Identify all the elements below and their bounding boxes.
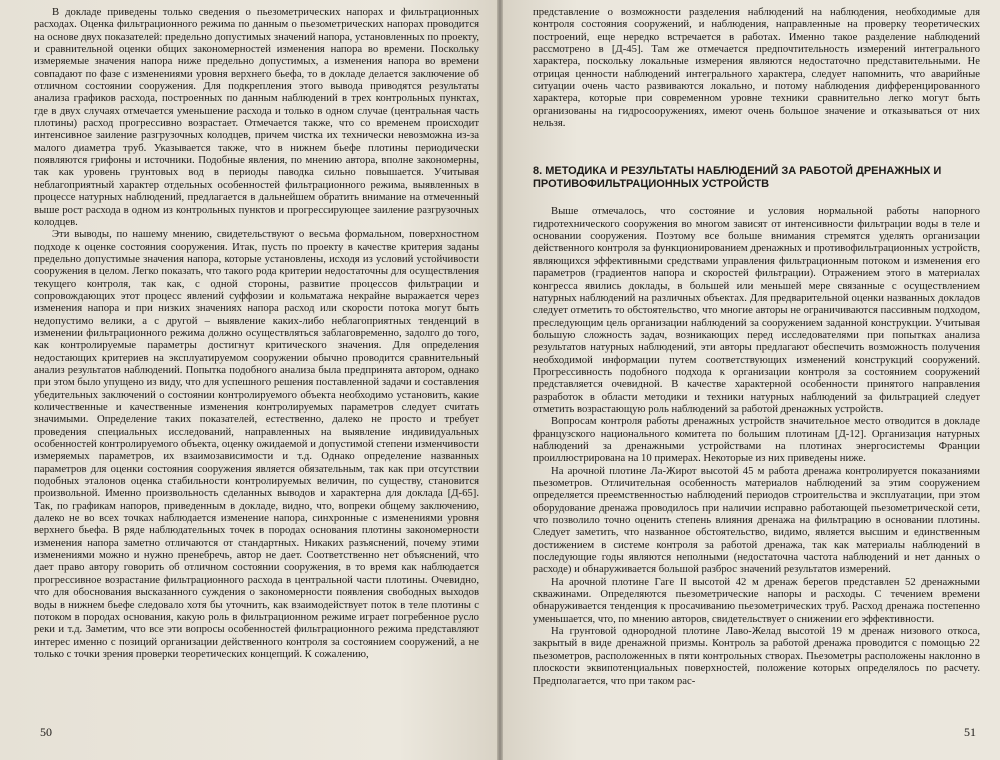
left-page-text xyxy=(34,6,479,660)
paragraph: На грунтовой однородной плотине Лаво-Желад высотой 19 м дренаж низового откоса, закрытый в виде дренажной призмы. Контроль за работой дренажа проводится с помощью 22 пьезометров, расположенных в пяти контрольных створах. Пьезометры расположены наклонно в плоскости эквипотенциальных поверхностей, положение которых определялось по расчету. Предполагается, что при таком рас- xyxy=(533,625,980,687)
right-page-text xyxy=(533,6,980,687)
right-page xyxy=(503,0,1000,760)
paragraph: Выше отмечалось, что состояние и условия нормальной работы напорного гидротехнического сооружения во многом зависят от интенсивности фильтрации воды в теле и основании сооружения. Поэтому все больше внимания стремятся уделять организации действенного контроля за функционированием дренажных и противофильтрационных устройств, являющихся эффективными средствами управления фильтрационным потоком и изменения его параметров (градиентов напора и скоростей фильтрации). Отражением этого в материалах конгресса явились доклады, в большей или меньшей мере связанные с осуществлением натурных наблюдений на различных объектах. Для предварительной оценки названных докладов следует отметить то обстоятельство, что многие авторы не ограничиваются пассивным подходом, преследующим цель организации наблюдений за сооружением заданной конструкции. Учитывая большую сложность задач, возникающих перед исследователями при попытках анализа результатов натурных наблюдений, эти авторы предлагают обеспечить возможность получения необходимой информации путем соответствующих изменений конструкций сооружений. Прогрессивность подобного подхода к организации контроля за состоянием сооружений представляется очевидной. В качестве характерной особенности принятого направления разработок в области методики и техники натурных наблюдений за фильтрацией следует отметить возрастающую роль наблюдений за работой дренажных устройств. xyxy=(533,205,980,415)
paragraph: представление о возможности разделения наблюдений на наблюдения, необходимые для контроля состояния сооружений, и наблюдения, направленные на проверку теоретических построений, еще нередко встречается в работах. Именно такое разделение наблюдений рассмотрено в [Д-45]. Там же отмечается предпочтительность измерений интегрального характера, поскольку локальные измерения являются недостаточно представительными. Не отрицая ценности наблюдений интегрального характера, следует напомнить, что аварийные ситуации очень часто развиваются локально, и потому наблюдения дифференцированного характера, которые при современном уровне техники сравнительно легко могут быть организованы на гидросооружениях, имеют очень большое значение и отказываться от них нельзя. xyxy=(533,6,980,130)
paragraph: Вопросам контроля работы дренажных устройств значительное место отводится в докладе французского национального комитета по большим плотинам [Д-12]. Организация натурных наблюдений за дренажными устройствами на плотинах энергосистемы Франции проиллюстрирована на 10 примерах. Некоторые из них приведены ниже. xyxy=(533,415,980,465)
page-number-right: 51 xyxy=(964,725,976,739)
left-page xyxy=(0,0,497,760)
paragraph: Эти выводы, по нашему мнению, свидетельствуют о весьма формальном, поверхностном подходе к оценке состояния сооружения. Итак, пусть по проекту в качестве критерия заданы предельно допустимые значения напора, которые установлены, исходя из условий устойчивости сооружения в целом. Легко показать, что такого рода критерии недостаточны для осуществления текущего контроля, так как, с одной стороны, развитие процессов фильтрации и сопровождающих этот процесс явлений суффозии и кольматажа некрайне выражается через изменения напора и при низких значениях напора расход или скорости потока могут быть недопустимо велики, а с другой – выявление каких-либо неблагоприятных тенденций в изменении фильтрационного режима должно осуществляться заблаговременно, задолго до того, как контролируемые параметры достигнут критического значения. Для определения недостающих критериев на эксплуатируемом сооружении обычно проводится сравнительный анализ результатов наблюдений. Попытка подобного анализа была предпринята автором, однако при этом было упущено из виду, что для успешного решения поставленной задачи и составления убедительных заключений о состоянии контролируемого объекта необходимо установить, какие количественные и качественные изменения контролируемых параметров следует считать значимыми. Определение таких показателей, естественно, далеко не просто и требует проведения специальных исследований, направленных на выявление индивидуальных особенностей контролируемого объекта, оценку ожидаемой и допустимой степени изменчивости измеряемых параметров, их взаимозависимости и т.д. Однако определение названных параметров для оценки состояния сооружения является обязательным, так как при отсутствии подобных эталонов оценка стабильности контролируемых величин, по существу, становится произвольной. Именно произвольность сделанных выводов и характерна для доклада [Д-65]. Так, по графикам напоров, приведенным в докладе, видно, что, вопреки общему заключению, далеко не во всех точках наблюдается изменение напора, синхронные с изменениями уровня верхнего бьефа. В ряде наблюдательных точек в породах основания плотины закономерности изменения напора заметно отличаются от стандартных. Никаких разъяснений, почему этими изменениями можно и нужно пренебречь, автор не дает. Соответственно нет объяснений, что дает право автору говорить об отличном состоянии сооружения, в то время как наблюдается прогрессивное возрастание фильтрационного расхода в центральной части плотины. Очевидно, что для обоснования высказанного суждения о закономерности появления свободных выходов воды в нижнем бьефе следовало хотя бы уточнить, как взаимодействует поток в теле плотины с потоком в породах основания, какую роль в фильтрационном режиме играет погребенное русло реки и т.д. Заметим, что все эти вопросы особенностей фильтрационного режима представляют интерес именно с позиций организации действенного контроля за состоянием сооружений, а не только с точки зрения проверки теоретических концепций. К сожалению, xyxy=(34,228,479,660)
paragraph: На арочной плотине Ла-Жирот высотой 45 м работа дренажа контролируется показаниями пьезометров. Отличительная особенность материалов наблюдений за этим сооружением определяется преемственностью наблюдений периодов строительства и эксплуатации, при этом оборудование дренажа проводилось при наличии исправно работающей пьезометрической сети, что позволило точно оценить степень влияния дренажа на фильтрацию в основании плотины. Следует заметить, что названное обстоятельство, видимо, является высшим и единственным достижением в системе контроля за работой дренажа, так как материалы наблюдений в последующие годы являются неполными (недостаточна частота наблюдений и нет данных о расходе) и обнаруживается большой разброс значений результатов измерений. xyxy=(533,464,980,576)
section-heading: 8. МЕТОДИКА И РЕЗУЛЬТАТЫ НАБЛЮДЕНИЙ ЗА РАБОТОЙ ДРЕНАЖНЫХ И ПРОТИВОФИЛЬТРАЦИОННЫХ УСТРОЙСТВ xyxy=(533,165,942,191)
page-number-left: 50 xyxy=(40,725,52,739)
paragraph: На арочной плотине Гаге II высотой 42 м дренаж берегов представлен 52 дренажными скважинами. Определяются пьезометрические напоры и расходы. С течением времени обнаруживается тенденция к просачиванию пьезометрических труб. Расход дренажа постепенно уменьшается, что, по мнению авторов, свидетельствует о снижении его эффективности. xyxy=(533,575,980,625)
paragraph: В докладе приведены только сведения о пьезометрических напорах и фильтрационных расходах. Оценка фильтрационного режима по данным о пьезометрических напорах проводится на основе двух показателей: предельно допустимых значений напора, установленных по проекту, и сравнительной оценки общих закономерностей изменения напора во времени. Поскольку измеряемые значения напора ниже предельно допустимых, а изменения напора во времени совпадают по фазе с изменениями уровня верхнего бьефа, то в докладе делается заключение об отличном состоянии сооружения. Для подкрепления этого вывода приводятся результаты анализа графиков расхода, построенных по данным наблюдений в трех контрольных пунктах, где в двух случаях отмечается уменьшение расхода и только в одном случае (центральная часть плотины) расход прогрессивно возрастает. Отмечается также, что со временем происходит интенсивное заиление разгрузочных колодцев, причем чистка их технически невозможна из-за малого диаметра труб. Указывается также, что в нижнем бьефе плотины периодически появляются грифоны и источники. Подобные явления, по мнению автора, вполне закономерны, так как уровень грунтовых вод в периоды паводка сильно повышается. Учитывая неблагоприятный характер отдельных особенностей фильтрационного режима, выявленных в процессе натурных наблюдений, предлагается в дальнейшем обратить внимание на отмеченный выше рост расхода в одном из контрольных пунктов и прогрессирующее заиление разгрузочных колодцев. xyxy=(34,6,479,228)
